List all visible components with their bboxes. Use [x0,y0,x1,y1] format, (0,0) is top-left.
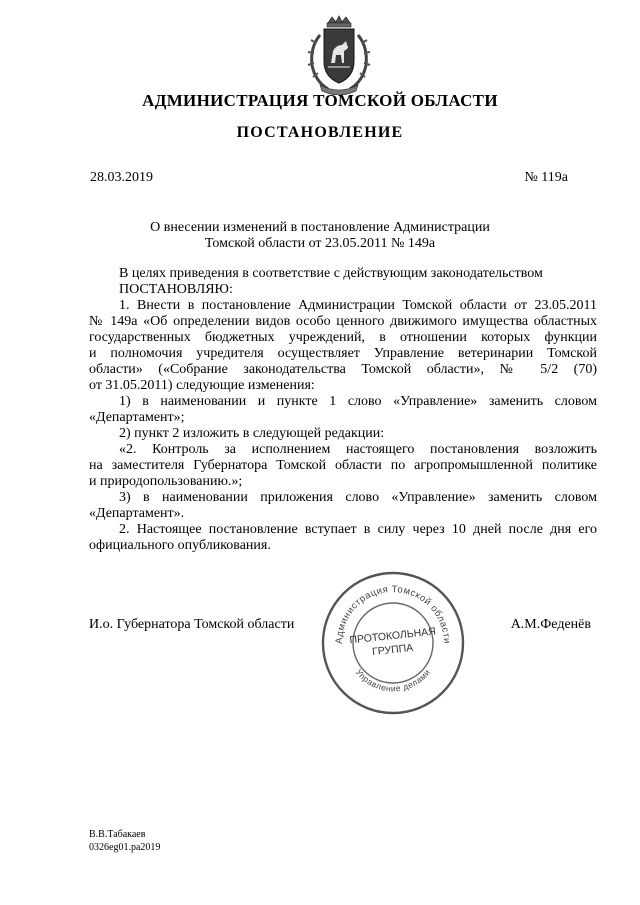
paragraph-1-line: области» («Собрание законодательства Томской области», № 5/2 (70) [89,362,597,377]
round-seal-stamp-icon [318,569,468,717]
paragraph-1-line: государственных бюджетных учреждений, в отношении которых функции [89,330,597,345]
quoted-text-line: «2. Контроль за исполнением настоящего постановления возложить [119,442,597,457]
stamp-bottom-text: Управление делами [353,667,433,694]
subitem-3-line: 3) в наименовании приложения слово «Управление» заменить словом [119,490,597,505]
document-type: ПОСТАНОВЛЕНИЕ [236,124,404,141]
paragraph-1-line: 1. Внести в постановление Администрации Томской области от 23.05.2011 [119,298,597,313]
preamble: В целях приведения в соответствие с действующим законодательством [119,266,543,281]
stamp-outer-text: Администрация Томской области [333,583,453,645]
signatory-name: А.М.Феденёв [510,617,591,632]
organization-title: АДМИНИСТРАЦИЯ ТОМСКОЙ ОБЛАСТИ [142,91,498,110]
paragraph-1-line: № 149а «Об определении видов особо ценного движимого имущества областных [89,314,597,329]
document-date: 28.03.2019 [90,170,153,185]
document-body [89,266,597,554]
tomsk-oblast-coat-of-arms-icon [306,15,372,95]
signatory-position: И.о. Губернатора Томской области [89,617,295,632]
subitem-2-line: 2) пункт 2 изложить в следующей редакции: [119,426,385,441]
document-subject [0,220,640,252]
subject-line: О внесении изменений в постановление Администрации [150,220,490,235]
quoted-text-line: на заместителя Губернатора Томской области по агропромышленной политике [89,458,597,473]
document-number: № 119а [524,170,568,185]
paragraph-2-line: официального опубликования. [89,538,271,553]
document-footer [89,828,160,854]
paragraph-1-line: и полномочия учредителя осуществляет Управление ветеринарии Томской [89,346,597,361]
subitem-3-line: «Департамент». [89,506,185,521]
subject-line: Томской области от 23.05.2011 № 149а [204,236,436,251]
subitem-1-line: 1) в наименовании и пункте 1 слово «Управление» заменить словом [119,394,597,409]
paragraph-1-line: от 31.05.2011) следующие изменения: [89,378,315,393]
paragraph-2-line: 2. Настоящее постановление вступает в силу через 10 дней после дня его [119,522,597,537]
footer-author: В.В.Табакаев [89,829,146,840]
resolve-word: ПОСТАНОВЛЯЮ: [119,282,233,297]
stamp-inner-line-2: ГРУППА [371,641,414,659]
quoted-text-line: и природопользованию.»; [89,474,243,489]
subitem-1-line: «Департамент»; [89,410,185,425]
footer-doc-code: 0326eg01.pa2019 [89,842,161,853]
stamp-inner-line-1: ПРОТОКОЛЬНАЯ [348,625,437,647]
